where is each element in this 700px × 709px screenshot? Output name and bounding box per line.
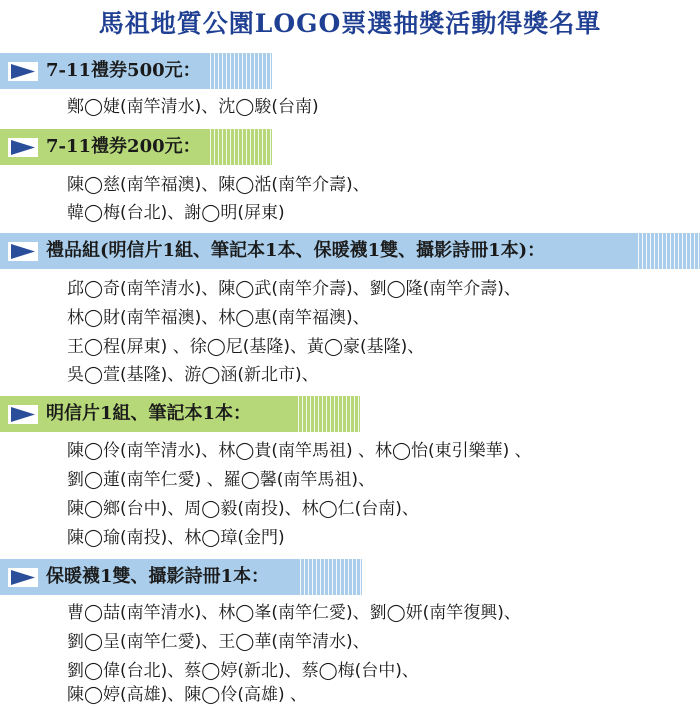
section-label: 7-11禮券200元： (46, 136, 201, 157)
section-label: 禮品組(明信片1組、筆記本1本、保暖襪1雙、攝影詩冊1本)： (46, 240, 546, 261)
winner-line: 林◯財(南竿福澳)、林◯惠(南竿福澳)、 (67, 308, 370, 328)
section-header-gift-set (0, 233, 700, 269)
winner-line: 吳◯萱(基隆)、游◯涵(新北市)、 (67, 365, 319, 385)
section-label: 明信片1組、筆記本1本： (46, 403, 252, 424)
winner-line: 陳◯慈(南竿福澳)、陳◯湉(南竿介壽)、 (67, 175, 370, 195)
section-label: 保暖襪1雙、攝影詩冊1本： (46, 566, 270, 587)
winner-line: 陳◯瑜(南投)、林◯璋(金門) (67, 528, 285, 548)
arrow-icon (8, 62, 38, 81)
winner-line: 劉◯呈(南竿仁愛)、王◯華(南竿清水)、 (67, 632, 370, 652)
winner-line: 韓◯梅(台北)、謝◯明(屏東) (67, 203, 285, 223)
section-header-prize-500 (0, 53, 272, 89)
arrow-icon (8, 138, 38, 157)
winner-line: 王◯程(屏東) 、徐◯尼(基隆)、黃◯豪(基隆)、 (67, 337, 425, 357)
winner-line: 劉◯偉(台北)、蔡◯婷(新北)、蔡◯梅(台中)、 (67, 661, 419, 681)
winner-line: 邱◯奇(南竿清水)、陳◯武(南竿介壽)、劉◯隆(南竿介壽)、 (67, 279, 521, 299)
winner-line: 陳◯伶(南竿清水)、林◯貴(南竿馬祖) 、林◯怡(東引樂華) 、 (67, 441, 532, 461)
section-label: 7-11禮券500元： (46, 60, 201, 81)
arrow-icon (8, 568, 38, 587)
winner-line: 劉◯蓮(南竿仁愛) 、羅◯馨(南竿馬祖)、 (67, 470, 375, 490)
winner-line: 曹◯喆(南竿清水)、林◯峯(南竿仁愛)、劉◯妍(南竿復興)、 (67, 603, 521, 623)
section-header-socks-photobook (0, 559, 362, 595)
winner-line: 陳◯鄉(台中)、周◯毅(南投)、林◯仁(台南)、 (67, 499, 419, 519)
arrow-icon (8, 242, 38, 261)
section-header-postcard-notebook (0, 396, 360, 432)
section-header-prize-200 (0, 129, 272, 165)
winner-line: 鄭◯婕(南竿清水)、沈◯駿(台南) (67, 97, 319, 117)
page-title: 馬祖地質公園LOGO票選抽獎活動得獎名單 (98, 9, 602, 38)
arrow-icon (8, 405, 38, 424)
winner-line: 陳◯婷(高雄)、陳◯伶(高雄) 、 (67, 685, 307, 705)
